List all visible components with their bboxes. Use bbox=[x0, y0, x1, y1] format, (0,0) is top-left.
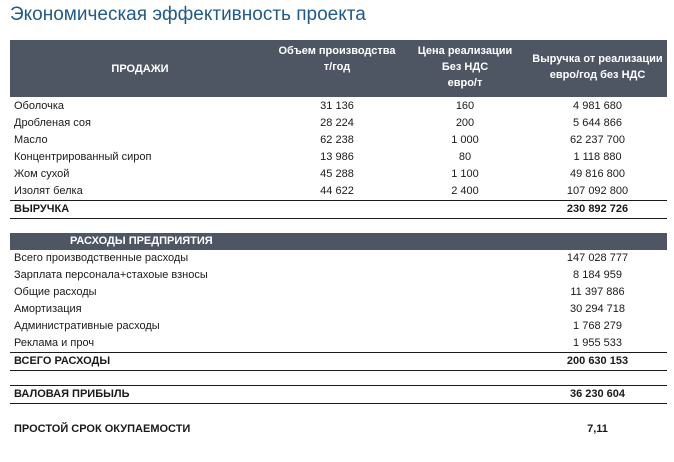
price-cell: 1 100 bbox=[451, 168, 479, 180]
efficiency-table bbox=[10, 40, 667, 438]
table-header bbox=[10, 40, 667, 97]
expense-name: Реклама и проч bbox=[14, 337, 95, 349]
table-row bbox=[10, 115, 667, 132]
table-row bbox=[10, 98, 667, 115]
expense-value: 147 028 777 bbox=[566, 252, 629, 264]
product-name: Масло bbox=[14, 134, 48, 146]
expense-name: Зарплата персонала+стахоые взносы bbox=[14, 269, 208, 281]
table-row bbox=[10, 284, 667, 301]
price-cell: 80 bbox=[458, 151, 472, 163]
expense-value: 1 955 533 bbox=[573, 337, 622, 349]
sales-header: ПРОДАЖИ bbox=[111, 63, 169, 75]
expense-value: 30 294 718 bbox=[569, 303, 626, 315]
table-row bbox=[10, 250, 667, 267]
payback-row bbox=[10, 421, 667, 438]
product-name: Оболочка bbox=[14, 100, 65, 112]
revenue-cell: 62 237 700 bbox=[569, 134, 626, 146]
revenue-total-value: 230 892 726 bbox=[566, 203, 629, 215]
price-header-line3: евро/т bbox=[447, 77, 483, 89]
price-header bbox=[402, 43, 528, 91]
product-name: Изолят белка bbox=[14, 185, 83, 197]
revenue-cell: 4 981 680 bbox=[573, 100, 622, 112]
table-row bbox=[10, 132, 667, 149]
volume-cell: 31 136 bbox=[320, 100, 354, 112]
gross-profit-value: 36 230 604 bbox=[569, 388, 626, 400]
expenses-header bbox=[10, 233, 667, 250]
expenses-total-row bbox=[10, 352, 667, 371]
price-cell: 160 bbox=[455, 100, 475, 112]
expenses-total-label: ВСЕГО РАСХОДЫ bbox=[14, 355, 111, 367]
revenue-cell: 107 092 800 bbox=[566, 185, 629, 197]
table-row bbox=[10, 301, 667, 318]
expense-value: 1 768 279 bbox=[573, 320, 622, 332]
volume-cell: 28 224 bbox=[320, 117, 354, 129]
price-cell: 200 bbox=[455, 117, 475, 129]
price-cell: 2 400 bbox=[451, 185, 479, 197]
product-name: Дробленая соя bbox=[14, 117, 91, 129]
gross-profit-row bbox=[10, 386, 667, 404]
revenue-cell: 49 816 800 bbox=[569, 168, 626, 180]
volume-header-line1: Объем производства bbox=[278, 45, 396, 57]
gross-profit-label: ВАЛОВАЯ ПРИБЫЛЬ bbox=[14, 388, 130, 400]
volume-cell: 62 238 bbox=[320, 134, 354, 146]
table-row bbox=[10, 318, 667, 335]
expense-name: Всего производственные расходы bbox=[14, 252, 189, 264]
payback-value: 7,11 bbox=[587, 423, 608, 435]
table-row bbox=[10, 149, 667, 166]
revenue-cell: 5 644 866 bbox=[573, 117, 622, 129]
expenses-total-value: 200 630 153 bbox=[566, 355, 629, 367]
expense-value: 8 184 959 bbox=[573, 269, 622, 281]
volume-header-line2: т/год bbox=[323, 61, 351, 73]
revenue-total-label: ВЫРУЧКА bbox=[14, 203, 70, 215]
price-header-line2: Без НДС bbox=[441, 61, 489, 73]
revenue-header-line2: евро/год без НДС bbox=[549, 69, 646, 81]
expense-name: Общие расходы bbox=[14, 286, 97, 298]
table-row bbox=[10, 335, 667, 352]
expense-value: 11 397 886 bbox=[570, 286, 625, 298]
expense-name: Амортизация bbox=[14, 303, 82, 315]
revenue-total-row bbox=[10, 200, 667, 219]
product-name: Концентрированный сироп bbox=[14, 151, 152, 163]
table-row bbox=[10, 166, 667, 183]
table-row bbox=[10, 267, 667, 284]
page-title: Экономическая эффективность проекта bbox=[10, 4, 366, 25]
expense-name: Административные расходы bbox=[14, 320, 160, 332]
revenue-cell: 1 118 880 bbox=[573, 151, 622, 163]
expenses-header-label: РАСХОДЫ ПРЕДПРИЯТИЯ bbox=[70, 235, 213, 247]
product-name: Жом сухой bbox=[14, 168, 70, 180]
revenue-header-line1: Выручка от реализации bbox=[532, 53, 663, 65]
price-cell: 1 000 bbox=[451, 134, 479, 146]
revenue-header bbox=[528, 51, 667, 83]
volume-cell: 13 986 bbox=[320, 151, 354, 163]
volume-cell: 45 288 bbox=[320, 168, 354, 180]
payback-label: ПРОСТОЙ СРОК ОКУПАЕМОСТИ bbox=[14, 423, 191, 435]
table-row bbox=[10, 183, 667, 200]
volume-cell: 44 622 bbox=[320, 185, 354, 197]
price-header-line1: Цена реализации bbox=[417, 45, 513, 57]
volume-header bbox=[272, 43, 402, 75]
